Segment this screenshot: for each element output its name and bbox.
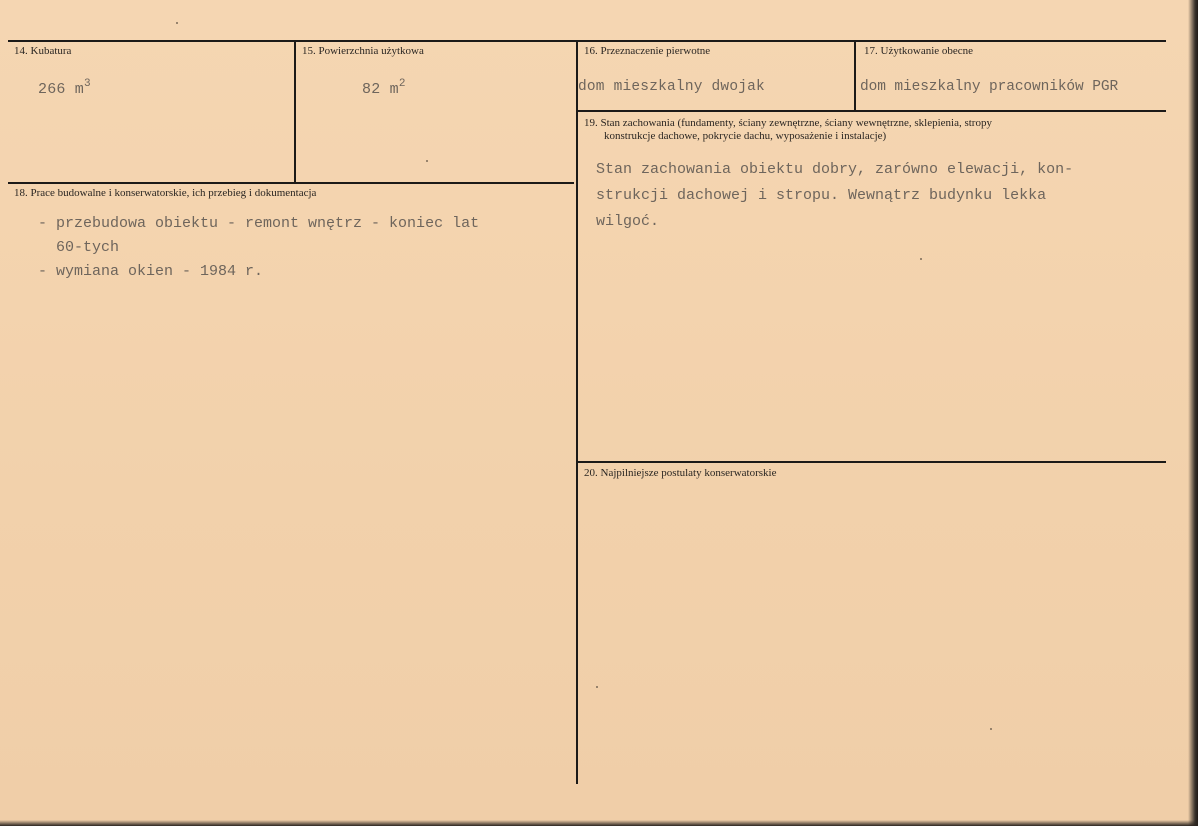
field-15-value: [362, 78, 406, 98]
field-14-superscript: 3: [84, 78, 91, 90]
scan-edge-bottom: [0, 820, 1198, 826]
field-18-label: 18. Prace budowalne i konserwatorskie, ich przebieg i dokumentacja: [14, 187, 317, 199]
scan-edge-right: [1188, 0, 1198, 826]
top-rule: [8, 40, 1166, 42]
field-17-value: dom mieszkalny pracowników PGR: [860, 79, 1119, 95]
field-19-text: [596, 157, 1073, 235]
field-18-line: - wymiana okien - 1984 r.: [38, 263, 264, 280]
field-19-line: wilgoć.: [596, 213, 660, 230]
paper-speck: [176, 22, 178, 24]
field-16-label: 16. Przeznaczenie pierwotne: [584, 45, 711, 57]
paper-speck: [426, 160, 428, 162]
field-14-number: 266 m: [38, 81, 85, 98]
field-15-label: 15. Powierzchnia użytkowa: [302, 45, 424, 57]
field-15-number: 82 m: [362, 81, 399, 98]
field-19-line: Stan zachowania obiektu dobry, zarówno elewacji, kon-: [596, 161, 1074, 178]
field-20-label: 20. Najpilniejsze postulaty konserwatorskie: [584, 467, 777, 479]
paper-speck: [990, 728, 992, 730]
field-18-line: - przebudowa obiektu - remont wnętrz - koniec lat: [38, 215, 480, 232]
field-15-superscript: 2: [398, 78, 406, 90]
paper-speck: [920, 258, 922, 260]
divider-14-15: [294, 40, 296, 183]
field-14-label: 14. Kubatura: [14, 45, 72, 57]
field-19-label-line2: konstrukcje dachowe, pokrycie dachu, wyposażenie i instalacje): [604, 130, 887, 142]
field-17-label: 17. Użytkowanie obecne: [864, 45, 974, 57]
paper-speck: [596, 686, 598, 688]
field-18-text: [38, 212, 479, 284]
rule-under-right-top: [577, 110, 1166, 112]
field-18-line: 60-tych: [38, 239, 120, 256]
field-19-label-line1: 19. Stan zachowania (fundamenty, ściany zewnętrzne, ściany wewnętrzne, sklepienia, stropy: [584, 117, 992, 129]
divider-16-17: [854, 40, 856, 111]
rule-under-left-top: [8, 182, 574, 184]
field-14-value: [38, 78, 91, 98]
field-16-value: dom mieszkalny dwojak: [578, 79, 765, 95]
rule-above-field-20: [577, 461, 1166, 463]
center-divider: [576, 40, 578, 784]
field-19-line: strukcji dachowej i stropu. Wewnątrz budynku lekka: [596, 187, 1047, 204]
